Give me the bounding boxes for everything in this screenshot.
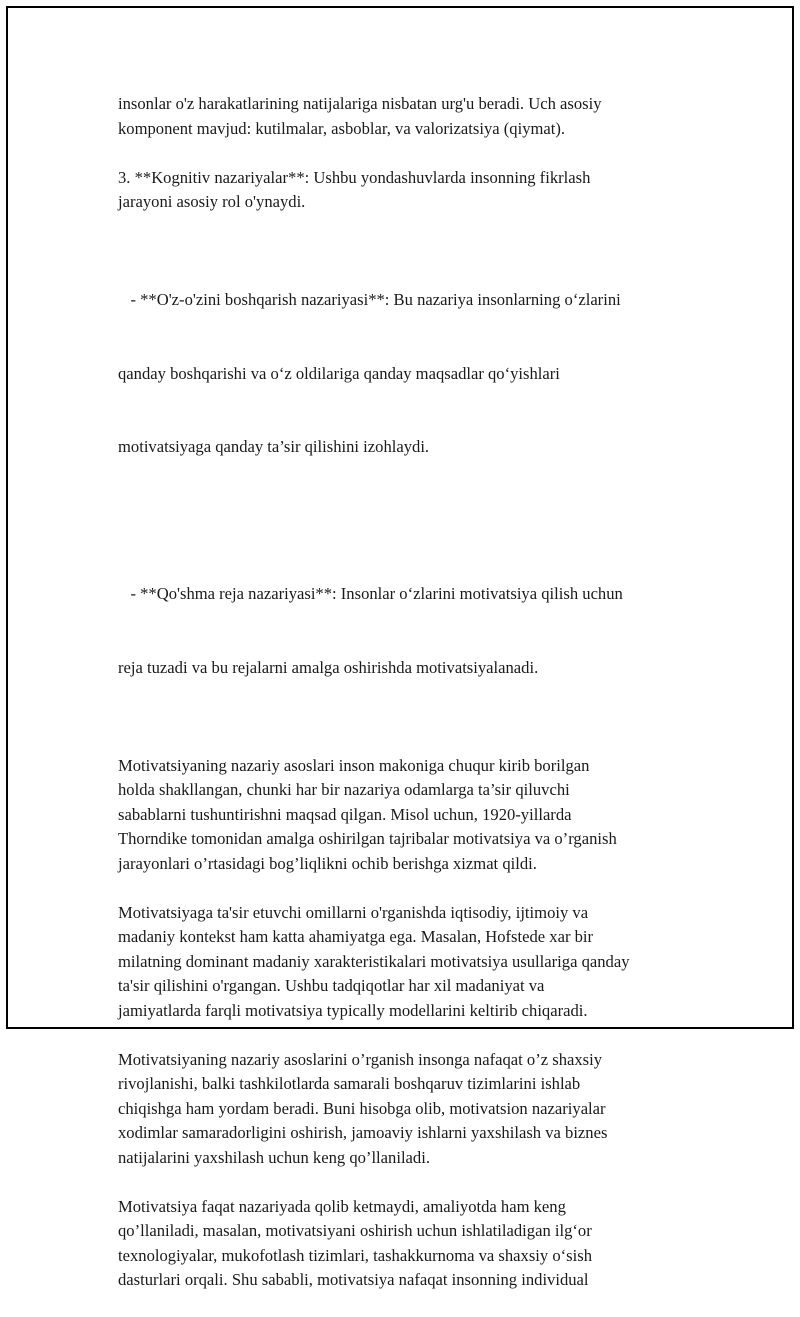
text-line: qo’llaniladi, masalan, motivatsiyani oshirish uchun ishlatiladigan ilg‘or xyxy=(118,1221,592,1240)
text-line: xodimlar samaradorligini oshirish, jamoaviy ishlarni yaxshilash va biznes xyxy=(118,1123,608,1142)
text-line: milatning dominant madaniy xarakteristikalari motivatsiya usullariga qanday xyxy=(118,951,630,971)
paragraph-joint-plan xyxy=(118,533,698,729)
text-line: komponent mavjud: kutilmalar, asboblar, va valorizatsiya (qiymat). xyxy=(118,118,566,138)
paragraph-expectancy-components xyxy=(118,92,698,141)
text-line: Motivatsiya faqat nazariyada qolib ketmaydi, amaliyotda ham keng xyxy=(118,1196,566,1216)
document-body xyxy=(118,92,698,1317)
text-line: natijalarini yaxshilash uchun keng qo’llaniladi. xyxy=(118,1147,430,1167)
paragraph-practical-application xyxy=(118,1195,698,1293)
text-line: - **Qo'shma reja nazariyasi**: Insonlar o‘zlarini motivatsiya qilish uchun xyxy=(118,584,623,603)
text-line: jarayoni asosiy rol o'ynaydi. xyxy=(118,192,306,211)
text-line: - **O'z-o'zini boshqarish nazariyasi**: Bu nazariya insonlarning o‘zlarini xyxy=(118,290,621,309)
text-line: motivatsiyaga qanday ta’sir qilishini izohlaydi. xyxy=(118,437,430,456)
text-line: reja tuzadi va bu rejalarni amalga oshirishda motivatsiyalanadi. xyxy=(118,657,539,677)
text-line: Motivatsiyaga ta'sir etuvchi omillarni o'rganishda iqtisodiy, ijtimoiy va xyxy=(118,902,589,922)
text-line: Thorndike tomonidan amalga oshirilgan tajribalar motivatsiya va o’rganish xyxy=(118,829,617,848)
text-line: chiqishga ham yordam beradi. Buni hisobga olib, motivatsion nazariyalar xyxy=(118,1098,606,1118)
paragraph-self-regulation xyxy=(118,239,698,509)
text-line: qanday boshqarishi va o‘z oldilariga qanday maqsadlar qo‘yishlari xyxy=(118,363,560,383)
paragraph-theoretical-foundations xyxy=(118,754,698,877)
text-line: dasturlari orqali. Shu sababli, motivatsiya nafaqat insonning individual xyxy=(118,1270,589,1289)
text-line: madaniy kontekst ham katta ahamiyatga ega. Masalan, Hofstede xar bir xyxy=(118,927,594,946)
paragraph-personal-development xyxy=(118,1048,698,1171)
text-line: 3. **Kognitiv nazariyalar**: Ushbu yondashuvlarda insonning fikrlash xyxy=(118,167,591,187)
text-line: jarayonlari o’rtasidagi bog’liqlikni ochib berishga xizmat qildi. xyxy=(118,853,537,873)
text-line: jamiyatlarda farqli motivatsiya typically modellarini keltirib chiqaradi. xyxy=(118,1000,588,1020)
text-line: texnologiyalar, mukofotlash tizimlari, tashakkurnoma va shaxsiy o‘sish xyxy=(118,1245,593,1265)
paragraph-cognitive-theories xyxy=(118,166,698,215)
text-line: ta'sir qilishini o'rgangan. Ushbu tadqiqotlar har xil madaniyat va xyxy=(118,976,545,995)
text-line: rivojlanishi, balki tashkilotlarda samarali boshqaruv tizimlarini ishlab xyxy=(118,1074,581,1093)
text-line: holda shakllangan, chunki har bir nazariya odamlarga ta’sir qiluvchi xyxy=(118,780,570,799)
text-line: Motivatsiyaning nazariy asoslari inson makoniga chuqur kirib borilgan xyxy=(118,755,590,775)
text-line: Motivatsiyaning nazariy asoslarini o’rganish insonga nafaqat o’z shaxsiy xyxy=(118,1049,603,1069)
paragraph-cultural-context xyxy=(118,901,698,1024)
text-line: insonlar o'z harakatlarining natijalariga nisbatan urg'u beradi. Uch asosiy xyxy=(118,94,602,113)
text-line: sabablarni tushuntirishni maqsad qilgan. Misol uchun, 1920-yillarda xyxy=(118,804,572,824)
